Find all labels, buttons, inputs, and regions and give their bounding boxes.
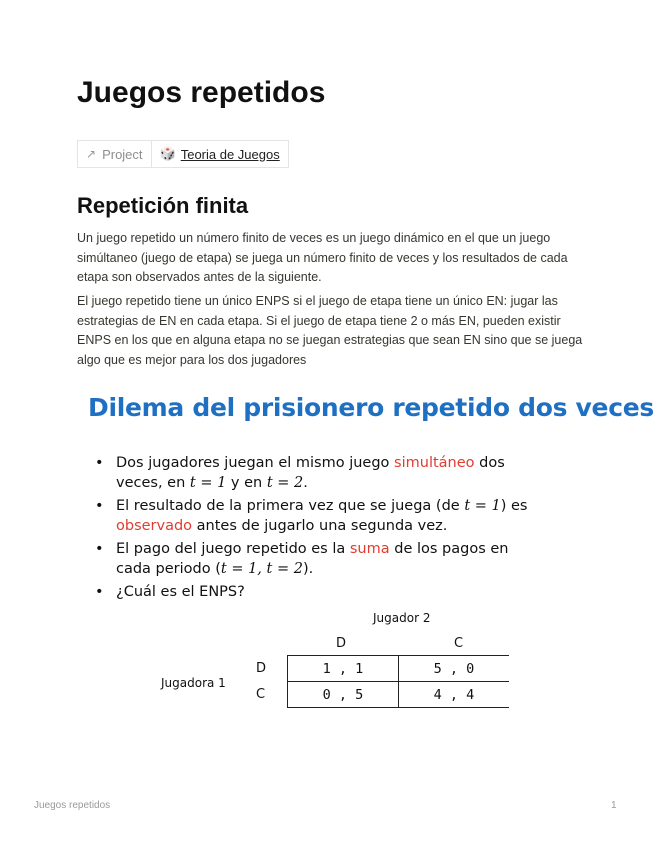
column-header-c: C (454, 636, 464, 651)
project-link[interactable]: Teoria de Juegos (180, 146, 280, 162)
bullet-list (95, 453, 546, 605)
payoff-cell: 1 , 1 (288, 656, 399, 682)
player1-label: Jugadora 1 (161, 676, 226, 690)
row-header-c: C (256, 687, 266, 702)
property-label: Project (102, 146, 143, 162)
die-icon: 🎲 (159, 146, 176, 161)
payoff-cell: 5 , 0 (399, 656, 510, 682)
slide-title: Dilema del prisionero repetido dos veces (88, 393, 654, 422)
footer-title: Juegos repetidos (34, 800, 111, 811)
player2-label: Jugador 2 (373, 611, 431, 625)
property-row (77, 140, 289, 168)
section-heading: Repetición finita (77, 193, 249, 218)
payoff-matrix (287, 655, 509, 708)
bullet-item: • El resultado de la primera vez que se juega (de t = 1) es observado antes de jugarlo una segunda vez. (95, 496, 546, 536)
page-title: Juegos repetidos (77, 76, 326, 109)
table-row (288, 682, 510, 708)
bullet-item: • ¿Cuál es el ENPS? (95, 582, 546, 602)
row-header-d: D (256, 661, 267, 676)
payoff-cell: 4 , 4 (399, 682, 510, 708)
paragraph-1: Un juego repetido un número finito de veces es un juego dinámico en el que un juego simúltaneo (juego de etapa) se juega un número finito de veces y los resultados de cada etapa son observados antes de la siguiente. (77, 231, 568, 284)
bullet-item: • Dos jugadores juegan el mismo juego simultáneo dos veces, en t = 1 y en t = 2. (95, 453, 546, 493)
property-value-cell[interactable] (151, 141, 288, 167)
bullet-item: • El pago del juego repetido es la suma de los pagos en cada periodo (t = 1, t = 2). (95, 539, 546, 579)
page-number: 1 (611, 800, 617, 811)
arrow-up-right-icon: ↗ (86, 147, 97, 161)
slide-image (78, 385, 654, 725)
payoff-cell: 0 , 5 (288, 682, 399, 708)
property-label-cell (78, 141, 151, 167)
column-header-d: D (336, 636, 347, 651)
table-row (288, 656, 510, 682)
paragraph-2: El juego repetido tiene un único ENPS si el juego de etapa tiene un único EN: jugar las estrategias de EN en cada etapa. Si el juego de etapa tiene 2 o más EN, pueden existir ENPS en los que en alguna etapa no se juegan estrategias que sean EN sino que se juega algo que es mejor para los dos jugadores (77, 294, 583, 367)
